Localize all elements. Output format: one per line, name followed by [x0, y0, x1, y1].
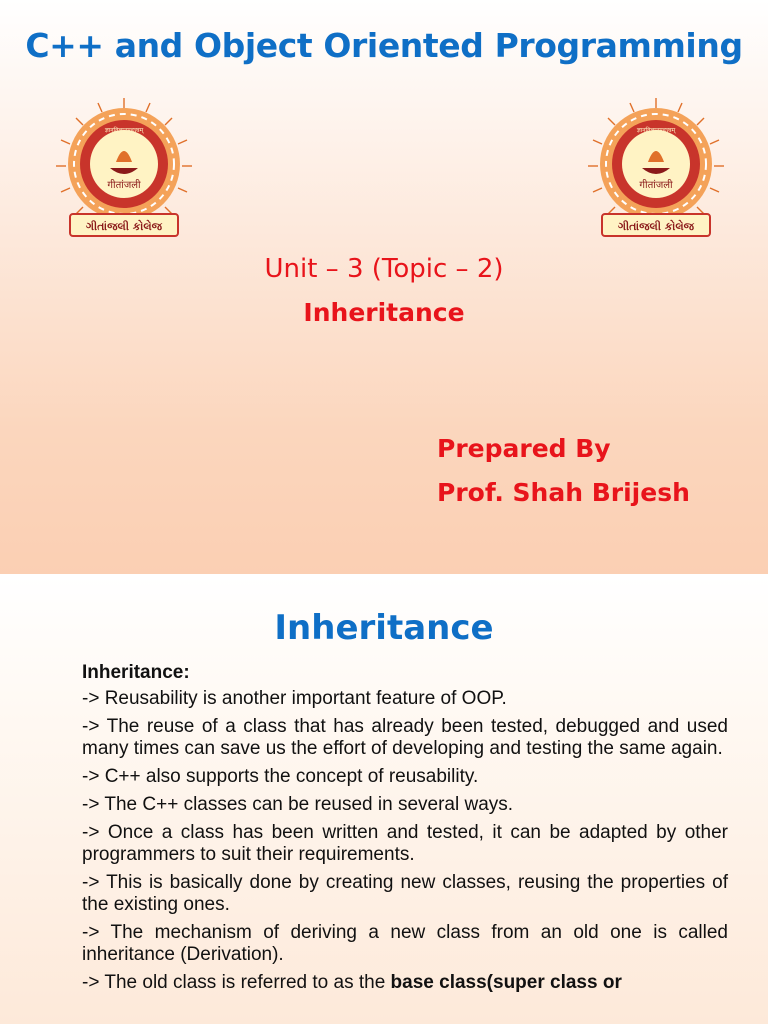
- bullet-point: -> This is basically done by creating new classes, reusing the properties of the existing ones.: [82, 872, 728, 915]
- logo-top-text: ज्ञानविज्ञानमहत्त्वम्: [104, 127, 144, 134]
- logo-center-text: गीतांजली: [107, 180, 141, 191]
- bullet-point: -> Once a class has been written and tested, it can be adapted by other programmers to suit their requirements.: [82, 822, 728, 865]
- bullet-point: -> The mechanism of deriving a new class from an old one is called inheritance (Derivation).: [82, 922, 728, 965]
- logo-center-text: गीतांजली: [639, 180, 673, 191]
- logo-top-text: ज्ञानविज्ञानमहत्त्वम्: [636, 127, 676, 134]
- bullet-point: -> C++ also supports the concept of reusability.: [82, 766, 479, 787]
- base-class-term: base class(super class or: [390, 972, 622, 993]
- slide-title: C++ and Object Oriented Programming: [25, 26, 743, 65]
- college-logo-right: [582, 92, 730, 240]
- bullet-point-last: [82, 972, 728, 994]
- author-name: Prof. Shah Brijesh: [437, 478, 690, 507]
- college-logo-left: [50, 92, 198, 240]
- bullet-point: -> The C++ classes can be reused in several ways.: [82, 794, 514, 815]
- content-heading: Inheritance: [274, 608, 494, 648]
- logo-banner-text: ગીતાંજલી કોલેજ: [85, 220, 163, 233]
- slide-separator: [0, 574, 768, 577]
- bullet-point: -> The reuse of a class that has already been tested, debugged and used many times can save us the effort of developing and testing the same again.: [82, 716, 728, 759]
- content-body: [82, 662, 728, 1000]
- logo-banner-text: ગીતાંજલી કોલેજ: [617, 220, 695, 233]
- bullet-point-text: -> The old class is referred to as the: [82, 972, 391, 993]
- topic-label: Inheritance: [303, 298, 465, 327]
- content-subheading: Inheritance:: [82, 662, 190, 683]
- bullet-point: -> Reusability is another important feature of OOP.: [82, 688, 507, 709]
- prepared-by-label: Prepared By: [437, 434, 611, 463]
- unit-label: Unit – 3 (Topic – 2): [264, 254, 504, 284]
